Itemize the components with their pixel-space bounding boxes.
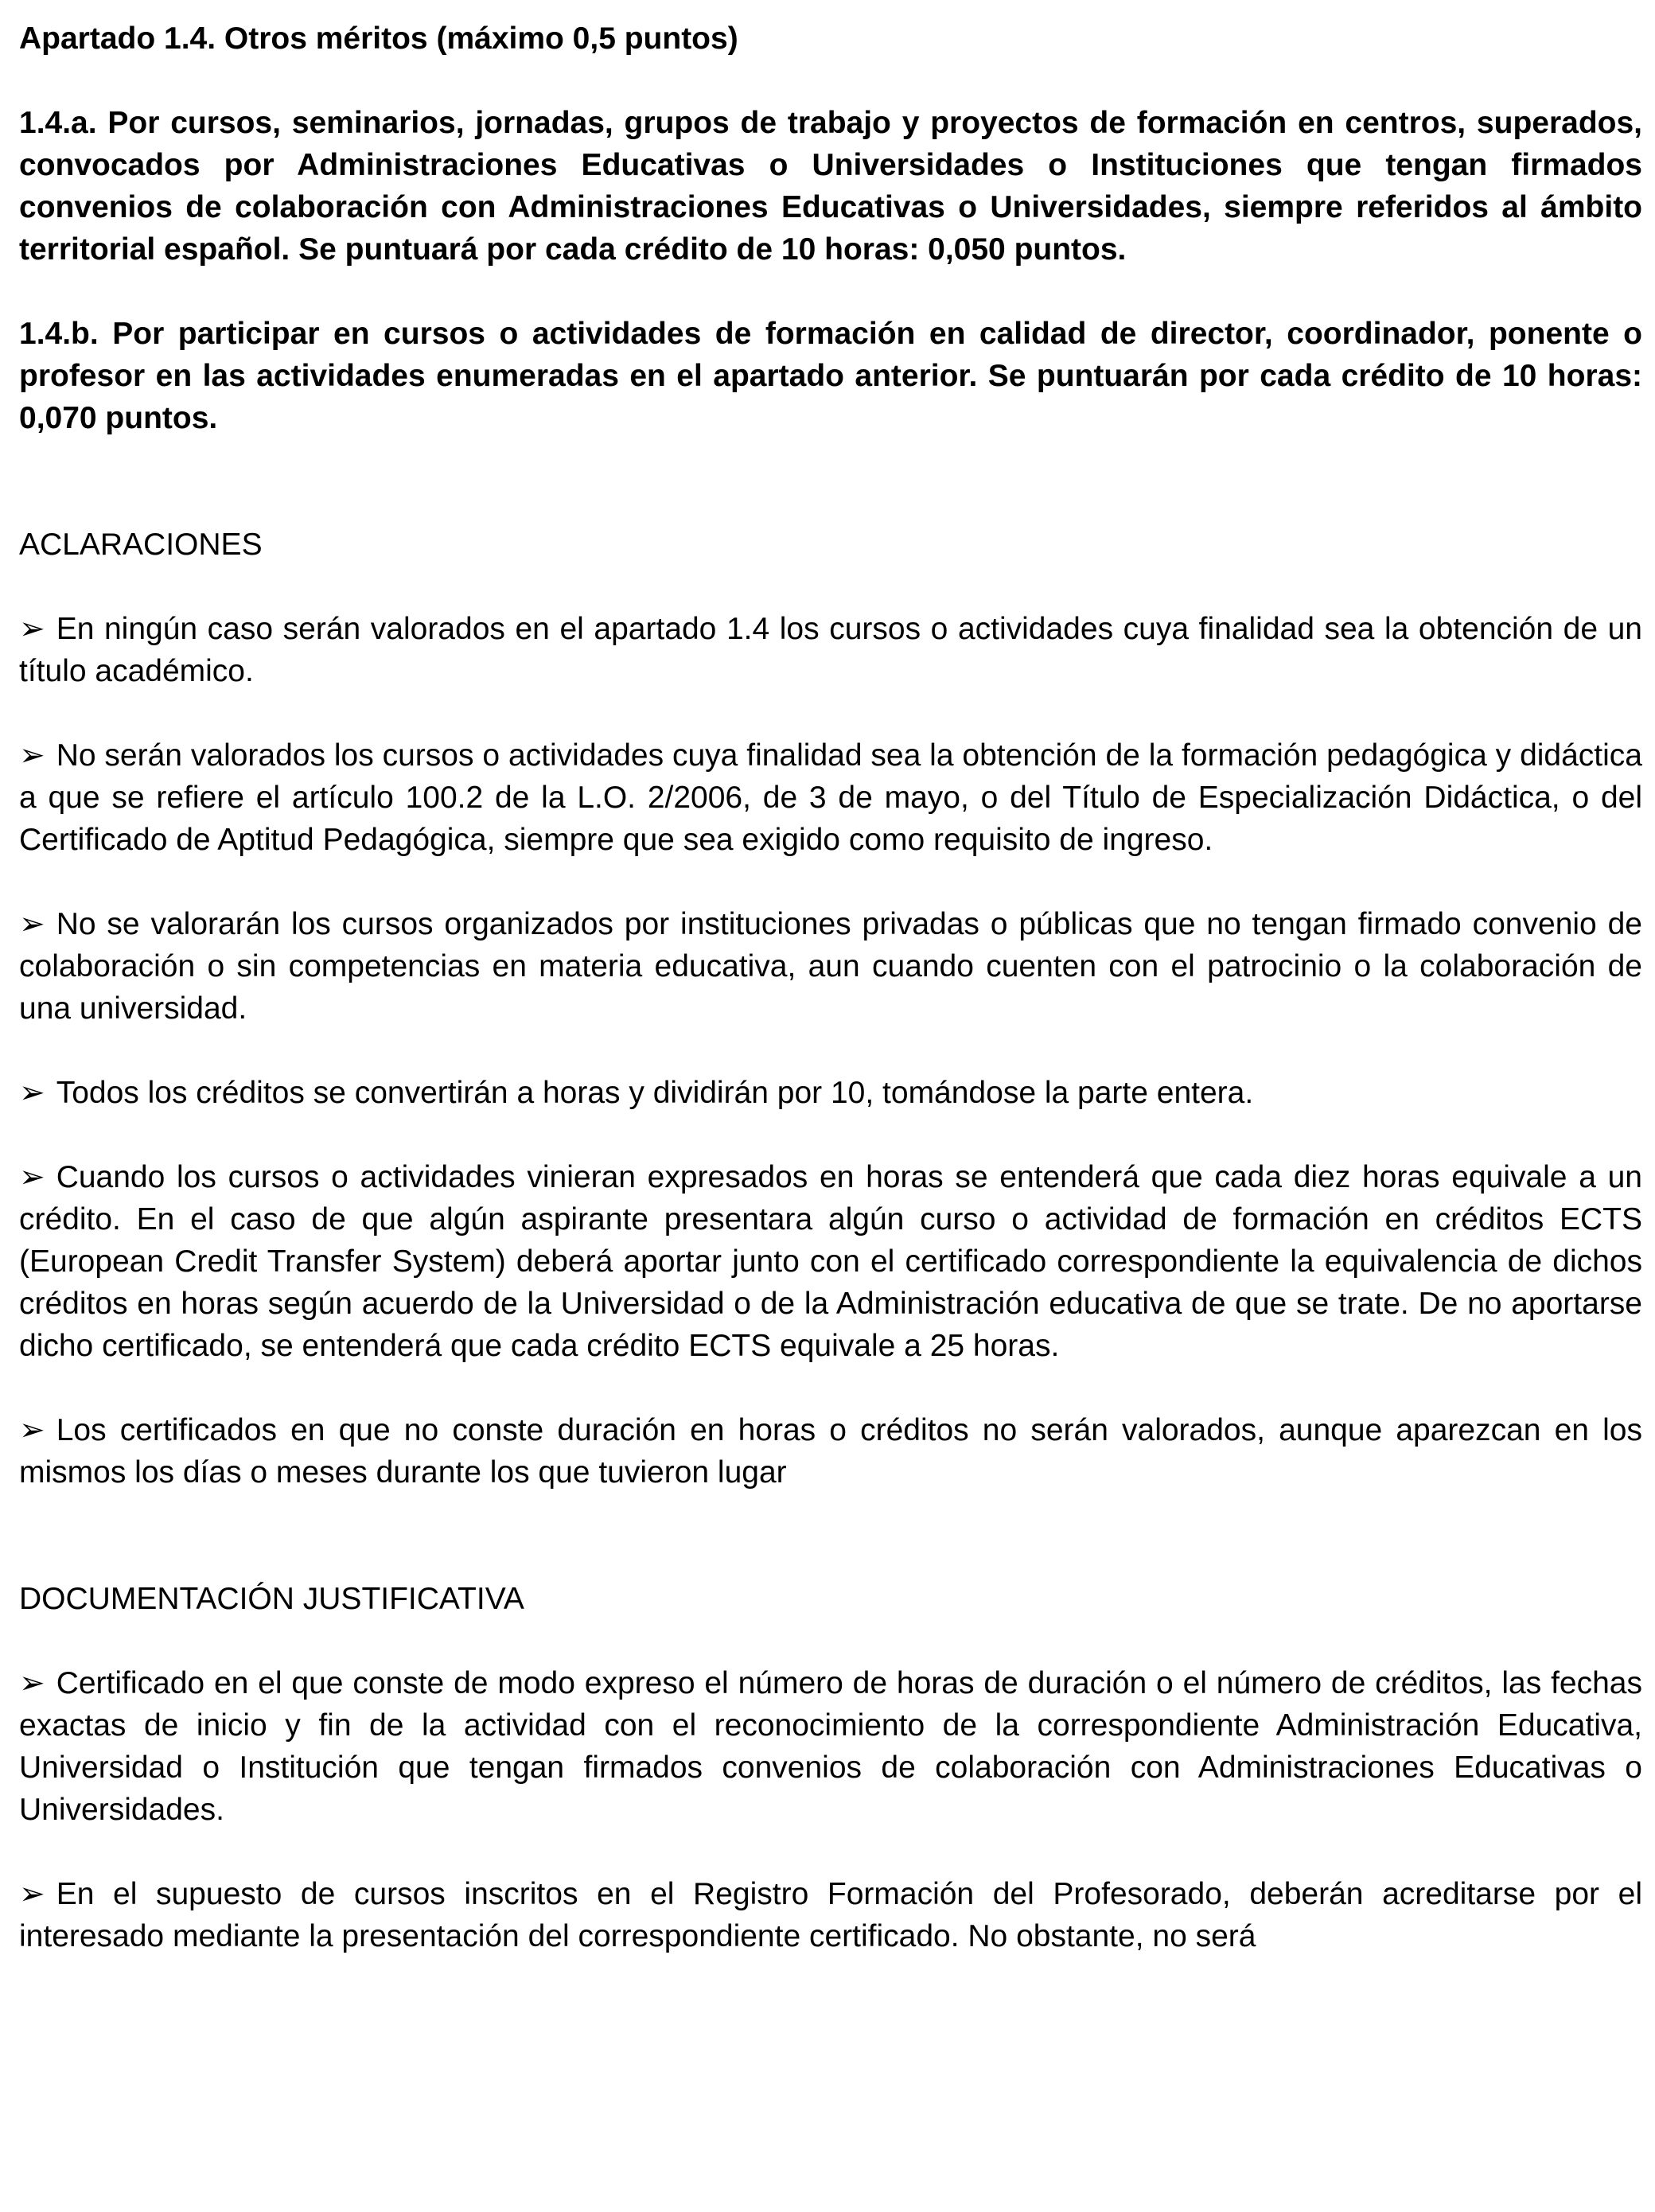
clarification-text: No se valorarán los cursos organizados por instituciones privadas o públicas que no tengan firmado convenio de colaboración o sin competencias en materia educativa, aun cuando cuenten con el patrocinio o la colaboración de una universidad. xyxy=(19,907,1642,1026)
documentation-text: Certificado en el que conste de modo expreso el número de horas de duración o el número de créditos, las fechas exactas de inicio y fin de la actividad con el reconocimiento de la correspondiente Administración Educativa, Universidad o Institución que tengan firmados convenios de colaboración con Administraciones Educativas o Universidades. xyxy=(19,1666,1642,1827)
clarification-text: Todos los créditos se convertirán a horas y dividirán por 10, tomándose la parte entera. xyxy=(56,1076,1254,1110)
bullet-arrow-icon: ➢ xyxy=(19,1160,45,1194)
clarification-item xyxy=(19,608,1642,692)
clarification-item xyxy=(19,1072,1642,1114)
bullet-arrow-icon: ➢ xyxy=(19,1076,45,1110)
document-page xyxy=(19,18,1642,1957)
merit-item-1-4-a: 1.4.a. Por cursos, seminarios, jornadas, grupos de trabajo y proyectos de formación en centros, superados, convocados por Administraciones Educativas o Universidades o Instituciones que tengan firmados convenios de colaboración con Administraciones Educativas o Universidades, siempre referidos al ámbito territorial español. Se puntuará por cada crédito de 10 horas: 0,050 puntos. xyxy=(19,106,1642,267)
bullet-arrow-icon: ➢ xyxy=(19,738,45,773)
documentation-text: En el supuesto de cursos inscritos en el Registro Formación del Profesorado, deberán acreditarse por el interesado mediante la presentación del correspondiente certificado. No obstante, no será xyxy=(19,1877,1642,1953)
bullet-arrow-icon: ➢ xyxy=(19,1877,45,1911)
bullet-arrow-icon: ➢ xyxy=(19,612,45,646)
documentation-title: DOCUMENTACIÓN JUSTIFICATIVA xyxy=(19,1582,524,1616)
documentation-item xyxy=(19,1662,1642,1831)
clarification-item xyxy=(19,734,1642,861)
clarification-text: Cuando los cursos o actividades vinieran expresados en horas se entenderá que cada diez horas equivale a un crédito. En el caso de que algún aspirante presentara algún curso o actividad de formación en créditos ECTS (European Credit Transfer System) deberá aportar junto con el certificado correspondiente la equivalencia de dichos créditos en horas según acuerdo de la Universidad o de la Administración educativa de que se trate. De no aportarse dicho certificado, se entenderá que cada crédito ECTS equivale a 25 horas. xyxy=(19,1160,1642,1363)
clarifications-title: ACLARACIONES xyxy=(19,528,263,562)
merit-item-1-4-b: 1.4.b. Por participar en cursos o actividades de formación en calidad de director, coordinador, ponente o profesor en las actividades enumeradas en el apartado anterior. Se puntuarán por cada crédito de 10 horas: 0,070 puntos. xyxy=(19,317,1642,435)
clarification-item xyxy=(19,903,1642,1030)
clarification-text: Los certificados en que no conste duración en horas o créditos no serán valorados, aunque aparezcan en los mismos los días o meses durante los que tuvieron lugar xyxy=(19,1413,1642,1490)
clarification-item xyxy=(19,1156,1642,1367)
clarification-text: No serán valorados los cursos o actividades cuya finalidad sea la obtención de la formación pedagógica y didáctica a que se refiere el artículo 100.2 de la L.O. 2/2006, de 3 de mayo, o del Título de Especialización Didáctica, o del Certificado de Aptitud Pedagógica, siempre que sea exigido como requisito de ingreso. xyxy=(19,738,1642,857)
documentation-item xyxy=(19,1873,1642,1957)
clarification-text: En ningún caso serán valorados en el apartado 1.4 los cursos o actividades cuya finalidad sea la obtención de un título académico. xyxy=(19,612,1642,688)
bullet-arrow-icon: ➢ xyxy=(19,907,45,941)
bullet-arrow-icon: ➢ xyxy=(19,1413,45,1447)
section-heading: Apartado 1.4. Otros méritos (máximo 0,5 puntos) xyxy=(19,21,738,56)
bullet-arrow-icon: ➢ xyxy=(19,1666,45,1700)
clarification-item xyxy=(19,1409,1642,1493)
